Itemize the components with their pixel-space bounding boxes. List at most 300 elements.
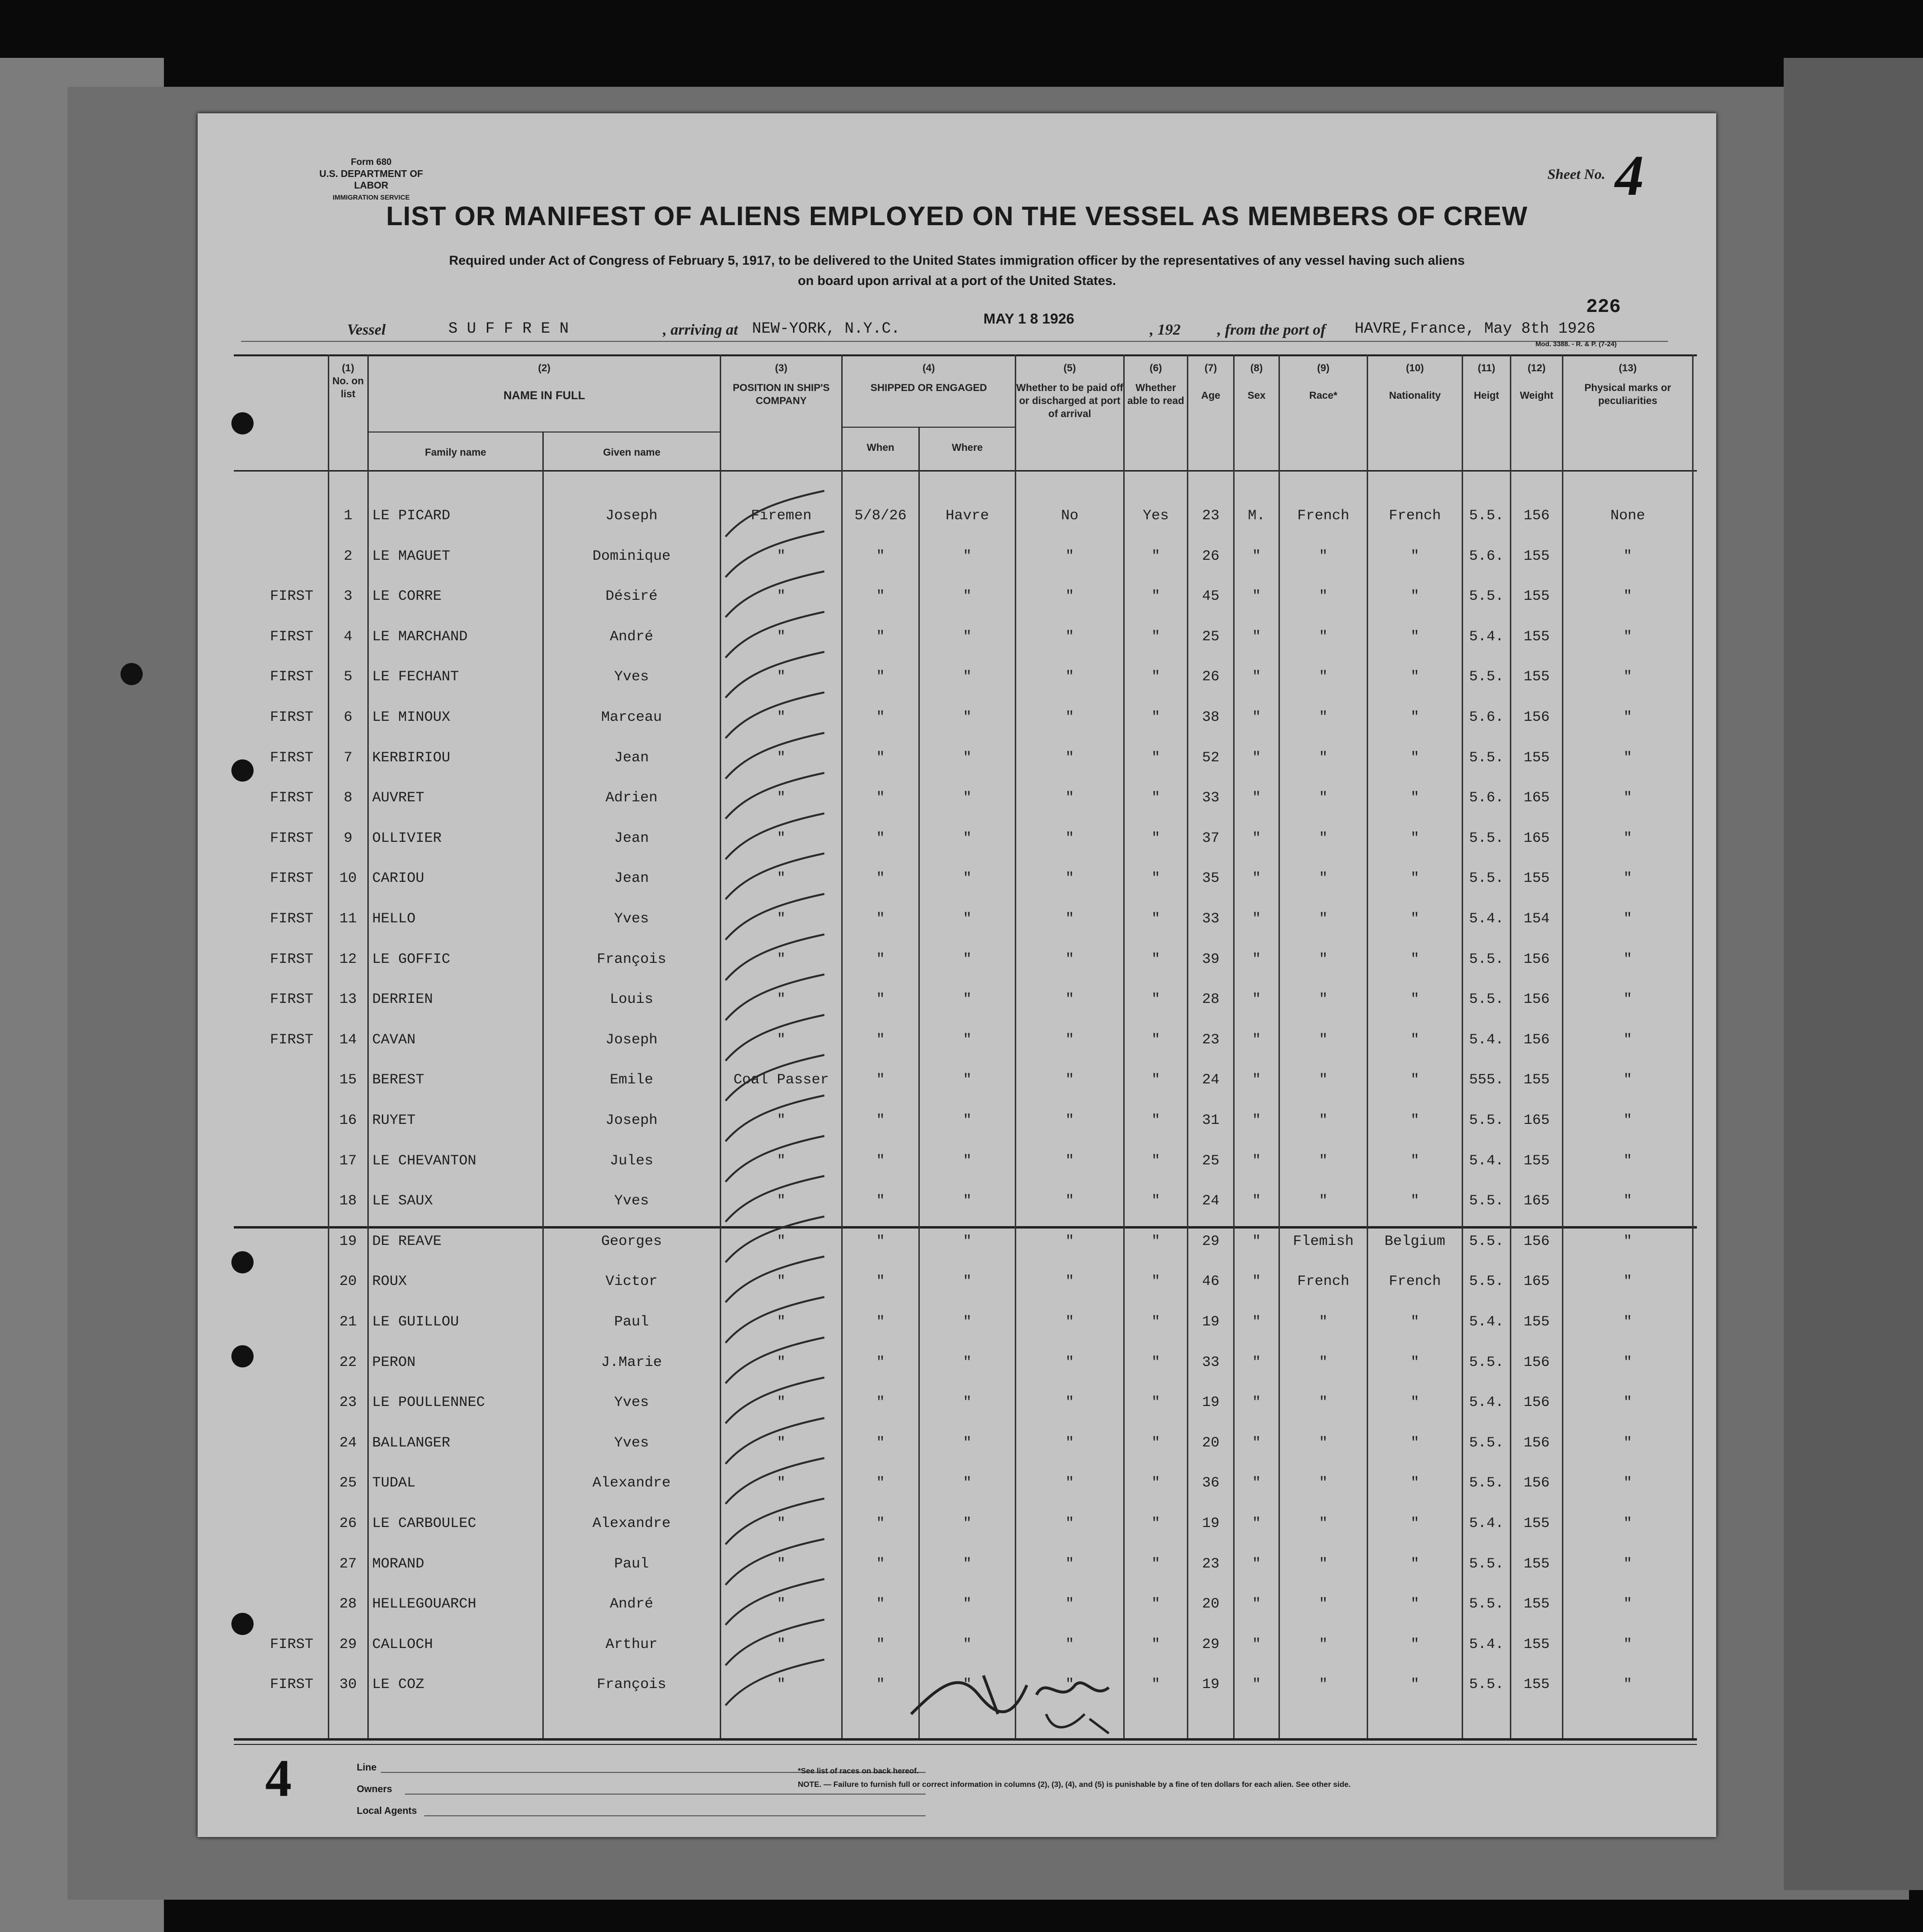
cell-when: "	[876, 870, 885, 887]
shipped-subheader-line	[841, 427, 1015, 428]
cell-given: Arthur	[605, 1636, 658, 1653]
cell-mark: FIRST	[269, 588, 313, 605]
cell-read: "	[1151, 1555, 1160, 1572]
cell-given: Yves	[614, 911, 649, 927]
cell-race: "	[1318, 1394, 1328, 1411]
cell-given: Dominique	[592, 548, 671, 565]
cell-family: TUDAL	[372, 1475, 416, 1492]
cell-no: 20	[339, 1273, 357, 1290]
cell-where: "	[963, 1475, 972, 1492]
cell-where: Havre	[945, 508, 989, 524]
cell-where: "	[963, 870, 972, 887]
cell-age: 35	[1202, 870, 1220, 887]
cell-race: "	[1318, 1475, 1328, 1492]
cell-read: "	[1151, 1314, 1160, 1330]
cell-family: CAVAN	[372, 1031, 416, 1048]
punch-hole	[231, 412, 254, 434]
cell-where: "	[963, 1434, 972, 1451]
punch-hole	[231, 1613, 254, 1635]
cell-height: 5.5.	[1469, 588, 1504, 605]
cell-age: 26	[1202, 548, 1220, 565]
cell-sex: "	[1252, 790, 1261, 807]
cell-given: François	[596, 1676, 667, 1693]
cell-nat: "	[1410, 991, 1419, 1008]
cell-marks: "	[1623, 1112, 1632, 1129]
cell-height: 5.4.	[1469, 1031, 1504, 1048]
cell-age: 29	[1202, 1636, 1220, 1653]
cell-nat: "	[1410, 1434, 1419, 1451]
col-12-header: (12) Weight	[1520, 363, 1554, 401]
cell-position: "	[777, 669, 786, 686]
cell-nat: "	[1410, 1636, 1419, 1653]
cell-position: "	[777, 1555, 786, 1572]
col-4a-header: When	[866, 442, 895, 453]
cell-paid: "	[1065, 1596, 1074, 1613]
cell-no: 21	[339, 1314, 357, 1330]
cell-position: "	[777, 1233, 786, 1250]
cell-position: "	[777, 1596, 786, 1613]
cell-race: "	[1318, 709, 1328, 726]
cell-when: "	[876, 1314, 885, 1330]
cell-mark: FIRST	[269, 628, 313, 645]
col-13-header: (13) Physical marks or peculiarities	[1584, 363, 1671, 406]
cell-position: "	[777, 1152, 786, 1169]
cell-given: Jean	[614, 749, 649, 766]
cell-family: LE PICARD	[372, 508, 451, 524]
cell-sex: "	[1252, 1636, 1261, 1653]
sheet-number: 4	[1615, 143, 1644, 207]
cell-when: 5/8/26	[854, 508, 907, 524]
cell-no: 27	[339, 1555, 357, 1572]
cell-sex: "	[1252, 669, 1261, 686]
cell-age: 19	[1202, 1515, 1220, 1532]
cell-where: "	[963, 709, 972, 726]
cell-weight: 155	[1523, 749, 1550, 766]
cell-family: RUYET	[372, 1112, 416, 1129]
cell-no: 22	[339, 1354, 357, 1371]
cell-family: LE GOFFIC	[372, 951, 451, 968]
cell-race: "	[1318, 1112, 1328, 1129]
cell-marks: "	[1623, 628, 1632, 645]
col-2a-header: Family name	[425, 447, 486, 458]
cell-position: "	[777, 749, 786, 766]
table-top-border	[234, 354, 1697, 356]
cell-age: 23	[1202, 1031, 1220, 1048]
cell-given: Joseph	[605, 508, 658, 524]
master-signature	[901, 1642, 1133, 1743]
cell-nat: "	[1410, 1193, 1419, 1210]
cell-no: 24	[339, 1434, 357, 1451]
cell-nat: "	[1410, 669, 1419, 686]
cell-sex: "	[1252, 588, 1261, 605]
cell-read: "	[1151, 790, 1160, 807]
cell-weight: 155	[1523, 669, 1550, 686]
cell-paid: "	[1065, 1072, 1074, 1089]
cell-when: "	[876, 1636, 885, 1653]
cell-nat: "	[1410, 911, 1419, 927]
footnote-penalty: NOTE. — Failure to furnish full or correct information in columns (2), (3), (4), and (5) is punishable by a fine of ten dollars for each alien. See other side.	[798, 1781, 1351, 1789]
cell-family: ROUX	[372, 1273, 407, 1290]
cell-given: Jean	[614, 870, 649, 887]
footer-line-label: Line	[357, 1762, 377, 1773]
cell-age: 19	[1202, 1676, 1220, 1693]
cell-given: Jean	[614, 830, 649, 847]
cell-no: 19	[339, 1233, 357, 1250]
cell-position: "	[777, 951, 786, 968]
cell-marks: "	[1623, 1314, 1632, 1330]
cell-no: 25	[339, 1475, 357, 1492]
cell-nat: Belgium	[1384, 1233, 1446, 1250]
cell-when: "	[876, 911, 885, 927]
cell-where: "	[963, 669, 972, 686]
cell-paid: "	[1065, 830, 1074, 847]
cell-weight: 156	[1523, 1233, 1550, 1250]
cell-race: Flemish	[1292, 1233, 1354, 1250]
cell-height: 5.5.	[1469, 1434, 1504, 1451]
cell-family: LE MAGUET	[372, 548, 451, 565]
cell-given: Yves	[614, 1434, 649, 1451]
cell-read: "	[1151, 830, 1160, 847]
cell-where: "	[963, 1394, 972, 1411]
cell-given: Yves	[614, 1193, 649, 1210]
cell-height: 5.5.	[1469, 669, 1504, 686]
cell-read: "	[1151, 588, 1160, 605]
cell-paid: "	[1065, 790, 1074, 807]
cell-nat: "	[1410, 1314, 1419, 1330]
cell-where: "	[963, 1555, 972, 1572]
cell-height: 5.5.	[1469, 749, 1504, 766]
col-border-2a	[542, 432, 544, 1738]
cell-nat: "	[1410, 1555, 1419, 1572]
cell-weight: 165	[1523, 1193, 1550, 1210]
cell-height: 5.5.	[1469, 508, 1504, 524]
cell-weight: 156	[1523, 508, 1550, 524]
cell-paid: "	[1065, 1434, 1074, 1451]
cell-family: AUVRET	[372, 790, 425, 807]
cell-race: French	[1297, 508, 1350, 524]
cell-marks: "	[1623, 911, 1632, 927]
cell-family: LE MINOUX	[372, 709, 451, 726]
cell-height: 5.5.	[1469, 1475, 1504, 1492]
cell-race: "	[1318, 830, 1328, 847]
cell-when: "	[876, 1596, 885, 1613]
cell-where: "	[963, 1152, 972, 1169]
cell-when: "	[876, 991, 885, 1008]
cell-paid: "	[1065, 1273, 1074, 1290]
col-11-header: (11) Heigt	[1474, 363, 1499, 401]
cell-where: "	[963, 991, 972, 1008]
cell-read: "	[1151, 1676, 1160, 1693]
from-port: HAVRE,France, May 8th 1926	[1355, 320, 1596, 338]
cell-position: "	[777, 1354, 786, 1371]
cell-sex: "	[1252, 1676, 1261, 1693]
cell-read: "	[1151, 1475, 1160, 1492]
cell-weight: 155	[1523, 588, 1550, 605]
cell-where: "	[963, 548, 972, 565]
cell-nat: "	[1410, 790, 1419, 807]
cell-where: "	[963, 1515, 972, 1532]
cell-sex: "	[1252, 1112, 1261, 1129]
cell-no: 3	[343, 588, 352, 605]
cell-no: 4	[343, 628, 352, 645]
cell-height: 5.5.	[1469, 1596, 1504, 1613]
cell-paid: "	[1065, 588, 1074, 605]
cell-weight: 165	[1523, 790, 1550, 807]
cell-nat: "	[1410, 749, 1419, 766]
cell-read: "	[1151, 548, 1160, 565]
vessel-line-underline	[241, 341, 1668, 342]
cell-nat: "	[1410, 1596, 1419, 1613]
cell-race: "	[1318, 1434, 1328, 1451]
cell-read: "	[1151, 951, 1160, 968]
cell-read: "	[1151, 1394, 1160, 1411]
cell-read: "	[1151, 911, 1160, 927]
cell-age: 33	[1202, 911, 1220, 927]
cell-race: "	[1318, 1636, 1328, 1653]
cell-no: 14	[339, 1031, 357, 1048]
cell-position: "	[777, 1112, 786, 1129]
vessel-name: S U F F R E N	[448, 320, 569, 338]
cell-marks: "	[1623, 1072, 1632, 1089]
cell-height: 5.4.	[1469, 1314, 1504, 1330]
cell-race: "	[1318, 548, 1328, 565]
cell-when: "	[876, 1394, 885, 1411]
cell-where: "	[963, 1676, 972, 1693]
cell-no: 30	[339, 1676, 357, 1693]
cell-weight: 155	[1523, 1515, 1550, 1532]
cell-marks: None	[1610, 508, 1645, 524]
cell-age: 20	[1202, 1434, 1220, 1451]
cell-no: 28	[339, 1596, 357, 1613]
punch-hole	[231, 1345, 254, 1367]
col-9-header: (9) Race*	[1309, 363, 1338, 401]
cell-weight: 155	[1523, 628, 1550, 645]
cell-mark: FIRST	[269, 1636, 313, 1653]
cell-family: OLLIVIER	[372, 830, 442, 847]
cell-when: "	[876, 1112, 885, 1129]
col-8-header: (8) Sex	[1247, 363, 1266, 401]
cell-read: "	[1151, 1636, 1160, 1653]
cell-marks: "	[1623, 1273, 1632, 1290]
cell-age: 31	[1202, 1112, 1220, 1129]
cell-paid: No	[1061, 508, 1078, 524]
cell-paid: "	[1065, 1112, 1074, 1129]
cell-marks: "	[1623, 1434, 1632, 1451]
cell-age: 28	[1202, 991, 1220, 1008]
cell-weight: 165	[1523, 1273, 1550, 1290]
cell-read: "	[1151, 991, 1160, 1008]
cell-weight: 155	[1523, 1636, 1550, 1653]
cell-when: "	[876, 951, 885, 968]
cell-when: "	[876, 749, 885, 766]
cell-position: Coal Passer	[733, 1072, 829, 1089]
cell-where: "	[963, 830, 972, 847]
cell-given: Emile	[609, 1072, 653, 1089]
cell-height: 5.5.	[1469, 951, 1504, 968]
cell-marks: "	[1623, 1636, 1632, 1653]
cell-paid: "	[1065, 1193, 1074, 1210]
cell-no: 10	[339, 870, 357, 887]
cell-sex: "	[1252, 1233, 1261, 1250]
col-border-2	[367, 354, 369, 1738]
cell-given: Georges	[601, 1233, 662, 1250]
from-port-label: , from the port of	[1217, 321, 1326, 338]
cell-race: "	[1318, 870, 1328, 887]
col-2b-header: Given name	[603, 447, 661, 458]
cell-position: "	[777, 588, 786, 605]
cell-given: Adrien	[605, 790, 658, 807]
cell-height: 5.5.	[1469, 1233, 1504, 1250]
cell-when: "	[876, 1193, 885, 1210]
cell-marks: "	[1623, 548, 1632, 565]
cell-weight: 154	[1523, 911, 1550, 927]
cell-sex: "	[1252, 749, 1261, 766]
cell-where: "	[963, 1072, 972, 1089]
cell-given: Désiré	[605, 588, 658, 605]
struck-row-line	[234, 1226, 1697, 1229]
cell-age: 33	[1202, 790, 1220, 807]
cell-nat: "	[1410, 709, 1419, 726]
cell-weight: 156	[1523, 1394, 1550, 1411]
cell-no: 2	[343, 548, 352, 565]
cell-paid: "	[1065, 709, 1074, 726]
cell-paid: "	[1065, 1676, 1074, 1693]
cell-when: "	[876, 709, 885, 726]
cell-marks: "	[1623, 1193, 1632, 1210]
cell-family: LE FECHANT	[372, 669, 459, 686]
cell-age: 19	[1202, 1394, 1220, 1411]
cell-when: "	[876, 1354, 885, 1371]
cell-height: 5.4.	[1469, 628, 1504, 645]
cell-given: Victor	[605, 1273, 658, 1290]
cell-where: "	[963, 951, 972, 968]
cell-nat: "	[1410, 830, 1419, 847]
cell-given: Paul	[614, 1314, 649, 1330]
cell-where: "	[963, 790, 972, 807]
cell-nat: "	[1410, 628, 1419, 645]
cell-position: "	[777, 1031, 786, 1048]
manifest-sheet	[198, 113, 1716, 1837]
cell-paid: "	[1065, 548, 1074, 565]
cell-height: 5.4.	[1469, 1394, 1504, 1411]
cell-sex: "	[1252, 1152, 1261, 1169]
cell-nat: "	[1410, 1515, 1419, 1532]
cell-nat: French	[1388, 508, 1441, 524]
cell-given: Louis	[609, 991, 653, 1008]
footnote-races: *See list of races on back hereof.	[798, 1767, 919, 1775]
cell-no: 18	[339, 1193, 357, 1210]
cell-paid: "	[1065, 1233, 1074, 1250]
cell-family: DE REAVE	[372, 1233, 442, 1250]
cell-family: LE GUILLOU	[372, 1314, 459, 1330]
cell-age: 24	[1202, 1072, 1220, 1089]
cell-marks: "	[1623, 1152, 1632, 1169]
cell-weight: 156	[1523, 709, 1550, 726]
service-name: IMMIGRATION SERVICE	[333, 193, 410, 201]
cell-when: "	[876, 548, 885, 565]
cell-sex: "	[1252, 1555, 1261, 1572]
punch-hole	[121, 663, 143, 685]
cell-nat: "	[1410, 1112, 1419, 1129]
cell-age: 46	[1202, 1273, 1220, 1290]
cell-family: LE SAUX	[372, 1193, 433, 1210]
arriving-label: , arriving at	[663, 321, 738, 338]
punch-hole	[231, 759, 254, 782]
cell-sex: "	[1252, 1314, 1261, 1330]
cell-family: LE COZ	[372, 1676, 425, 1693]
cell-marks: "	[1623, 1031, 1632, 1048]
cell-paid: "	[1065, 1475, 1074, 1492]
cell-mark: FIRST	[269, 1031, 313, 1048]
cell-paid: "	[1065, 1354, 1074, 1371]
cell-given: Joseph	[605, 1112, 658, 1129]
cell-race: "	[1318, 1515, 1328, 1532]
cell-race: French	[1297, 1273, 1350, 1290]
cell-when: "	[876, 1152, 885, 1169]
cell-height: 5.5.	[1469, 1193, 1504, 1210]
cell-mark: FIRST	[269, 911, 313, 927]
arrival-date-stamp: MAY 1 8 1926	[983, 311, 1075, 327]
cell-mark: FIRST	[269, 870, 313, 887]
cell-race: "	[1318, 991, 1328, 1008]
cell-when: "	[876, 588, 885, 605]
cell-position: "	[777, 709, 786, 726]
cell-sex: "	[1252, 1394, 1261, 1411]
check-stroke-icon	[723, 1657, 829, 1710]
cell-family: HELLEGOUARCH	[372, 1596, 477, 1613]
cell-family: LE POULLENNEC	[372, 1394, 485, 1411]
cell-paid: "	[1065, 1031, 1074, 1048]
cell-read: "	[1151, 1152, 1160, 1169]
cell-marks: "	[1623, 709, 1632, 726]
cell-age: 25	[1202, 628, 1220, 645]
cell-given: Alexandre	[592, 1515, 671, 1532]
cell-when: "	[876, 1555, 885, 1572]
col-1-header: (1) No. on list	[332, 363, 364, 400]
cell-position: "	[777, 1434, 786, 1451]
cell-sex: "	[1252, 1596, 1261, 1613]
cell-weight: 156	[1523, 1354, 1550, 1371]
col-5-header: (5) Whether to be paid off or discharged at port of arrival	[1016, 363, 1123, 419]
cell-when: "	[876, 1676, 885, 1693]
footer-owners-label: Owners	[357, 1784, 392, 1795]
col-4b-header: Where	[952, 442, 983, 453]
cell-height: 5.5.	[1469, 1112, 1504, 1129]
vessel-label: Vessel	[347, 321, 386, 338]
cell-marks: "	[1623, 830, 1632, 847]
cell-race: "	[1318, 911, 1328, 927]
cell-position: "	[777, 1394, 786, 1411]
cell-weight: 165	[1523, 1112, 1550, 1129]
cell-position: Firemen	[751, 508, 812, 524]
cell-when: "	[876, 790, 885, 807]
cell-no: 5	[343, 669, 352, 686]
cell-height: 5.4.	[1469, 1515, 1504, 1532]
cell-no: 11	[339, 911, 357, 927]
cell-nat: "	[1410, 1475, 1419, 1492]
cell-read: "	[1151, 1233, 1160, 1250]
cell-family: CARIOU	[372, 870, 425, 887]
cell-read: "	[1151, 628, 1160, 645]
cell-marks: "	[1623, 870, 1632, 887]
cell-sex: "	[1252, 1072, 1261, 1089]
cell-where: "	[963, 911, 972, 927]
cell-where: "	[963, 1273, 972, 1290]
cell-sex: "	[1252, 830, 1261, 847]
cell-height: 5.4.	[1469, 1636, 1504, 1653]
cell-position: "	[777, 911, 786, 927]
cell-sex: "	[1252, 911, 1261, 927]
